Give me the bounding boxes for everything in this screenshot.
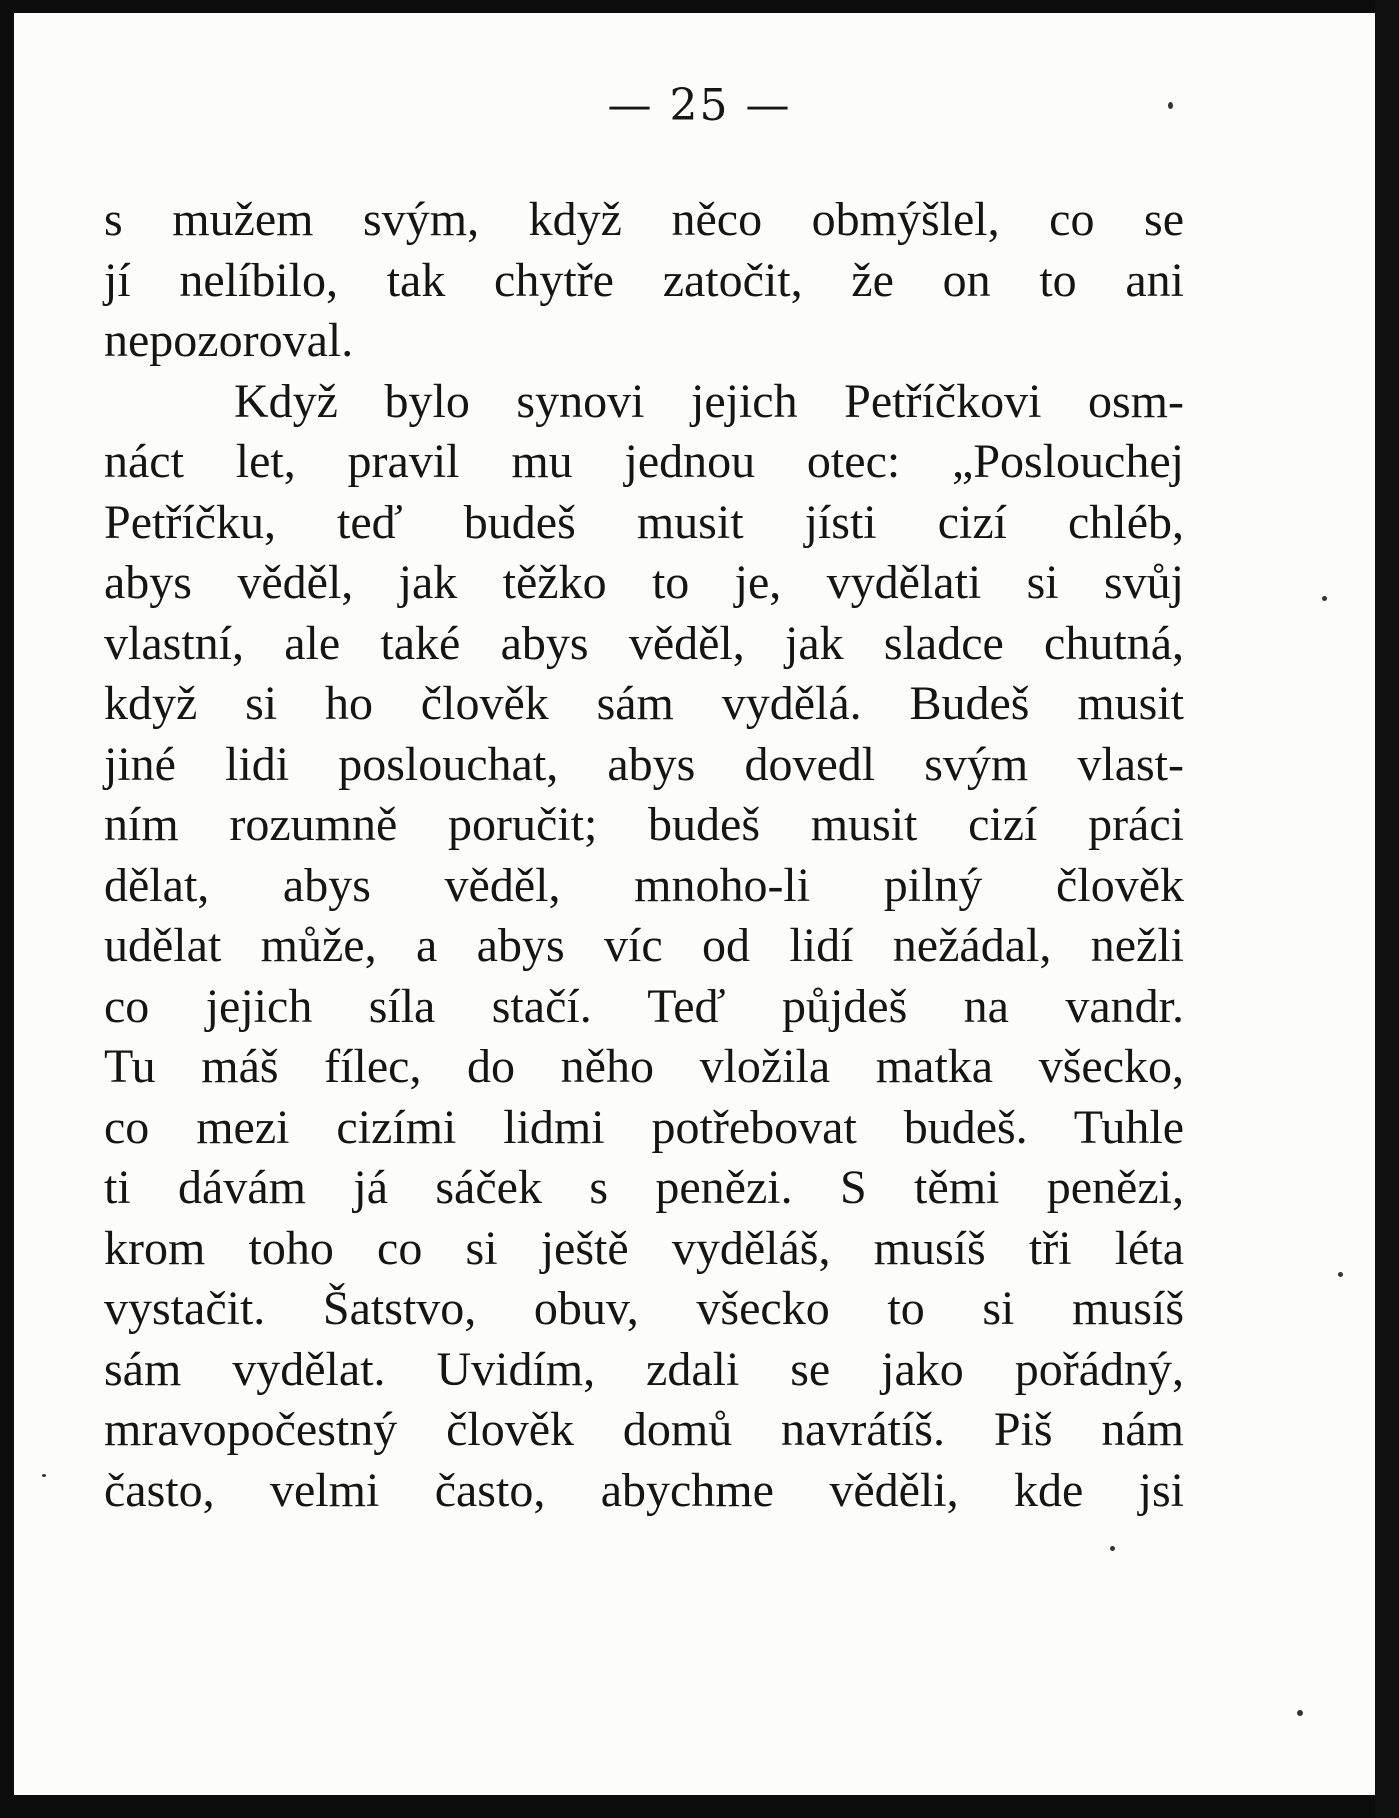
scan-speck [1338,1272,1343,1277]
text-line: ním rozumně poručit; budeš musit cizí práci [104,798,1184,851]
text-line: náct let, pravil mu jednou otec: „Poslouchej [104,435,1184,488]
text-line: jí nelíbilo, tak chytře zatočit, že on to ani [104,253,1184,307]
text-line: mravopočestný člověk domů navrátíš. Piš nám [104,1403,1184,1456]
text-line: když si ho člověk sám vydělá. Budeš musit [104,677,1184,730]
text-line: Když bylo synovi jejich Petříčkovi osm- [234,374,1184,428]
text-line: krom toho co si ještě vyděláš, musíš tři léta [104,1221,1184,1275]
text-line: vystačit. Šatstvo, obuv, všecko to si musíš [104,1282,1184,1335]
scan-speck [1110,1546,1115,1551]
text-line: jiné lidi poslouchat, abys dovedl svým vlast- [104,737,1184,791]
scan-speck [1297,1710,1303,1716]
text-line: sám vydělat. Uvidím, zdali se jako pořádný, [104,1342,1184,1396]
text-line: vlastní, ale také abys věděl, jak sladce chutná, [104,616,1184,670]
binding-edge [1375,0,1399,1818]
text-line: ti dávám já sáček s penězi. S těmi penězi, [104,1161,1184,1214]
text-line: co jejich síla stačí. Teď půjdeš na vandr. [104,979,1184,1033]
body-text [104,190,1184,1521]
text-line: Petříčku, teď budeš musit jísti cizí chléb, [104,495,1184,549]
page-number: — 25 — [607,80,792,131]
text-line: nepozoroval. [104,314,354,367]
scan-speck [42,1474,46,1477]
text-line: s mužem svým, když něco obmýšlel, co se [104,193,1184,246]
text-line: abys věděl, jak těžko to je, vydělati si svůj [104,556,1184,609]
text-line: Tu máš fílec, do něho vložila matka všecko, [104,1040,1184,1093]
text-line: často, velmi často, abychme věděli, kde jsi [104,1463,1184,1517]
scan-speck [1322,596,1327,601]
text-line: co mezi cizími lidmi potřebovat budeš. Tuhle [104,1100,1184,1154]
text-line: dělat, abys věděl, mnoho-li pilný člověk [104,858,1184,912]
text-line: udělat může, a abys víc od lidí nežádal, nežli [104,919,1184,972]
